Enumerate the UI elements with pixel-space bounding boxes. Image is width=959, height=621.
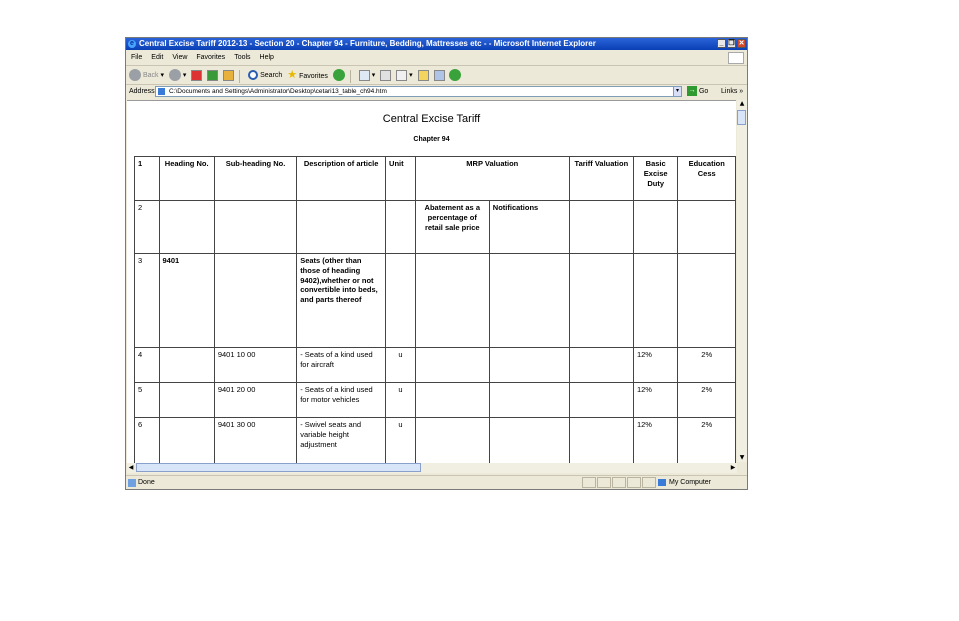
home-icon: [223, 70, 234, 81]
table-header-row: [135, 201, 736, 254]
table-cell: [569, 348, 633, 383]
toolbar-separator: [350, 70, 351, 83]
status-panel: [612, 477, 626, 488]
basic-duty-cell: 12%: [633, 383, 678, 418]
search-icon: [248, 70, 258, 80]
research-icon: [434, 70, 445, 81]
unit-cell: u: [386, 383, 416, 418]
history-icon: [333, 69, 345, 81]
minimize-button[interactable]: _: [717, 39, 726, 48]
status-panel: [642, 477, 656, 488]
menu-file[interactable]: File: [131, 54, 143, 61]
security-zone: [658, 476, 746, 490]
menu-tools[interactable]: Tools: [234, 54, 251, 61]
row-number: 5: [135, 383, 160, 418]
stop-icon: [191, 70, 202, 81]
address-label: Address: [129, 88, 155, 95]
table-cell: [415, 254, 489, 348]
home-button[interactable]: [223, 67, 234, 85]
menu-view[interactable]: View: [172, 54, 188, 61]
discuss-button[interactable]: [418, 67, 429, 85]
mail-icon: [359, 70, 370, 81]
tariff-table: [134, 156, 736, 463]
cess-cell: 2%: [678, 418, 736, 464]
window-controls: [716, 39, 746, 49]
horizontal-scrollbar[interactable]: [127, 463, 737, 473]
row-number: 6: [135, 418, 160, 464]
notifications-header: Notifications: [489, 201, 569, 254]
print-button[interactable]: [380, 67, 391, 85]
back-button[interactable]: Back ▾: [129, 67, 164, 85]
table-cell: [415, 418, 489, 464]
table-cell: [633, 201, 678, 254]
go-arrow-icon: →: [688, 87, 696, 95]
page-icon: [158, 88, 165, 95]
table-cell: [569, 383, 633, 418]
table-cell: [415, 383, 489, 418]
edit-button[interactable]: ▾: [396, 67, 412, 85]
header-cell: Tariff Valuation: [569, 157, 633, 201]
menu-help[interactable]: Help: [259, 54, 274, 61]
forward-button[interactable]: ▾: [169, 67, 186, 85]
vertical-scrollbar[interactable]: [737, 100, 747, 462]
subheading-cell: 9401 30 00: [214, 418, 296, 464]
go-button[interactable]: [687, 85, 708, 99]
favorites-button[interactable]: [287, 66, 328, 86]
table-cell: [489, 383, 569, 418]
folder-icon: [418, 70, 429, 81]
links-button[interactable]: Links »: [721, 88, 744, 95]
scroll-down-button[interactable]: ▼: [739, 454, 745, 461]
menu-bar: [126, 51, 747, 66]
table-header-row: [135, 157, 736, 201]
basic-duty-cell: 12%: [633, 348, 678, 383]
table-cell: [297, 201, 386, 254]
table-cell: [159, 201, 214, 254]
zone-label: My Computer: [669, 479, 712, 486]
status-panel: [627, 477, 641, 488]
research-button[interactable]: [434, 67, 445, 85]
forward-arrow-icon: [169, 69, 181, 81]
vertical-scroll-thumb[interactable]: [737, 110, 746, 125]
page-title: Central Excise Tariff: [382, 113, 481, 125]
links-label: Links: [721, 88, 738, 95]
table-cell: [386, 201, 416, 254]
messenger-icon: [449, 69, 461, 81]
page-subtitle: Chapter 94: [413, 136, 450, 143]
table-row: [135, 418, 736, 464]
row-number: 3: [135, 254, 160, 348]
back-label: Back: [142, 72, 159, 79]
header-cell: MRP Valuation: [415, 157, 569, 201]
edit-icon: [396, 70, 407, 81]
table-cell: [415, 348, 489, 383]
unit-cell: u: [386, 418, 416, 464]
toolbar: [126, 66, 747, 85]
row-number: 4: [135, 348, 160, 383]
abatement-header: Abatement as a percentage of retail sale price: [415, 201, 489, 254]
menu-edit[interactable]: Edit: [151, 54, 164, 61]
table-cell: [678, 201, 736, 254]
table-cell: [489, 418, 569, 464]
star-icon: ★: [287, 69, 298, 81]
table-cell: [678, 254, 736, 348]
table-cell: [214, 201, 296, 254]
table-row: [135, 383, 736, 418]
header-cell: Description of article: [297, 157, 386, 201]
search-label: Search: [260, 72, 283, 79]
menu-favorites[interactable]: Favorites: [196, 54, 226, 61]
close-button[interactable]: ✕: [738, 40, 745, 47]
address-input[interactable]: [155, 86, 682, 97]
subheading-cell: 9401 10 00: [214, 348, 296, 383]
table-cell: [569, 418, 633, 464]
favorites-label: Favorites: [299, 73, 328, 80]
toolbar-separator: [239, 70, 240, 83]
horizontal-scroll-thumb[interactable]: [136, 463, 421, 472]
refresh-icon: [207, 70, 218, 81]
mail-button[interactable]: ▾: [359, 67, 375, 85]
header-cell: 1: [135, 157, 160, 201]
table-cell: [489, 254, 569, 348]
printer-icon: [380, 70, 391, 81]
cess-cell: 2%: [678, 348, 736, 383]
cess-cell: 2%: [678, 383, 736, 418]
address-value: C:\Documents and Settings\Administrator\Desktop\cetari13_table_ch94.htm: [169, 88, 387, 95]
window-title: Central Excise Tariff 2012-13 - Section 20 - Chapter 94 - Furniture, Bedding, Mattresses etc - - Microsoft Internet Explorer: [139, 39, 596, 48]
header-cell: Sub-heading No.: [214, 157, 296, 201]
description-cell: Seats (other than those of heading 9402),whether or not convertible into beds, and parts thereof: [297, 254, 386, 348]
header-cell: Heading No.: [159, 157, 214, 201]
refresh-button[interactable]: [207, 67, 218, 85]
back-arrow-icon: [129, 69, 141, 81]
title-bar[interactable]: [126, 38, 747, 50]
status-panels: [582, 477, 657, 489]
unit-cell: u: [386, 348, 416, 383]
browser-window: [125, 37, 748, 490]
go-label: Go: [698, 88, 709, 95]
address-bar: [126, 85, 747, 99]
table-cell: [159, 383, 214, 418]
computer-icon: [658, 479, 666, 486]
table-cell: [214, 254, 296, 348]
scroll-left-button[interactable]: ◀: [128, 464, 134, 471]
basic-duty-cell: 12%: [633, 418, 678, 464]
table-cell: [489, 348, 569, 383]
description-cell: - Seats of a kind used for motor vehicles: [297, 383, 386, 418]
status-text: Done: [138, 479, 155, 486]
stop-button[interactable]: [191, 67, 202, 85]
table-row: [135, 254, 736, 348]
messenger-button[interactable]: [449, 67, 461, 85]
history-button[interactable]: [333, 67, 345, 85]
windows-logo-icon: [728, 52, 744, 64]
maximize-button[interactable]: ❐: [728, 40, 735, 47]
ie-icon: e: [128, 40, 136, 48]
status-bar: [126, 475, 747, 490]
table-cell: [569, 201, 633, 254]
table-cell: [386, 254, 416, 348]
row-number: 2: [135, 201, 160, 254]
status-panel: [582, 477, 596, 488]
status-panel: [597, 477, 611, 488]
table-cell: [159, 418, 214, 464]
description-cell: - Seats of a kind used for aircraft: [297, 348, 386, 383]
scroll-up-button[interactable]: ▲: [739, 100, 745, 107]
subheading-cell: 9401 20 00: [214, 383, 296, 418]
header-cell: Education Cess: [678, 157, 736, 201]
heading-cell: 9401: [159, 254, 214, 348]
scroll-right-button[interactable]: ▶: [730, 464, 736, 471]
table-cell: [569, 254, 633, 348]
header-cell: Unit: [386, 157, 416, 201]
table-row: [135, 348, 736, 383]
address-dropdown[interactable]: ▾: [673, 86, 682, 97]
description-cell: - Swivel seats and variable height adjustment: [297, 418, 386, 464]
table-cell: [159, 348, 214, 383]
header-cell: Basic Excise Duty: [633, 157, 678, 201]
page-content: [127, 100, 736, 463]
page-done-icon: [128, 479, 136, 487]
search-button[interactable]: [248, 67, 282, 85]
table-cell: [633, 254, 678, 348]
